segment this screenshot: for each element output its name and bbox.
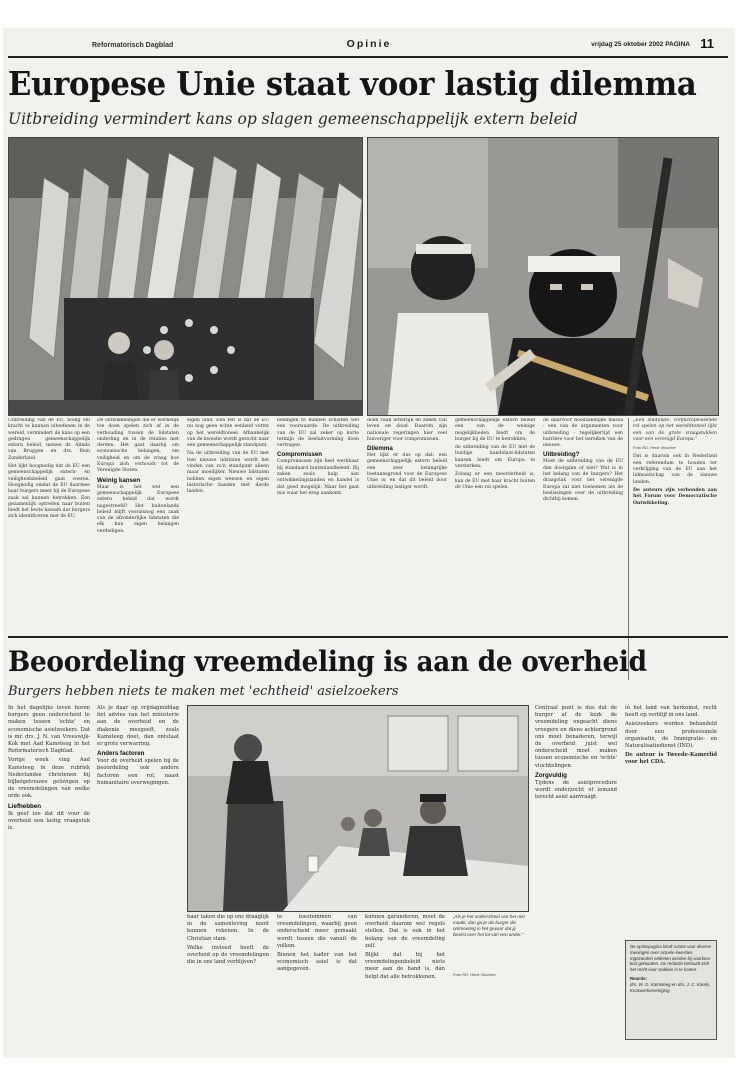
paragraph: Blijkt dat bij het vreemdelingenbeleid niets meer aan de hand is, dan helpt dat alle betrokkenen. bbox=[365, 952, 445, 980]
paragraph: Moet de uitbreiding van de EU dan doorgaan of niet? Wat is in het belang van de burgers? Het draagvlak voor het verenigde Europa zal niet toenemen als de beslissingen over de uitbreiding dichtbij komen. bbox=[543, 459, 623, 503]
article2-col7 bbox=[625, 705, 717, 935]
article2-col3 bbox=[187, 914, 269, 1044]
article1-col2 bbox=[97, 418, 179, 683]
paragraph: Binnen het kader van het economisch asiel is dat aangegeven. bbox=[277, 952, 357, 973]
intertitle: Anders factoren bbox=[97, 750, 145, 758]
paragraph: Uitbreiding van de EU, nodig om kracht te kunnen uitoefenen in de wereld, vermindert de kans op een gedragen gemeenschappelijk extern beleid, menen dr. Alinda van Bruggen en drs. Bein Zonderland. bbox=[8, 418, 90, 461]
infobox-title: Reactie: bbox=[630, 975, 648, 981]
issue-date: vrijdag 25 oktober 2002 PAGINA bbox=[591, 41, 690, 48]
article1-col7 bbox=[543, 418, 623, 683]
photo-credit: Foto RD, Henk Visscher bbox=[453, 972, 496, 977]
paragraph: Het lijkt er dus op dat: een gemeenschappelijk extern beleid een zeer belangrijke bestaansgrond voor de Europese Unie is; en dat dit beleid door uitbreiding lastiger wordt. bbox=[367, 453, 447, 490]
intertitle: Dilemma bbox=[367, 445, 393, 453]
article1-col3 bbox=[187, 418, 269, 683]
refugees-photo bbox=[187, 705, 529, 912]
paragraph: belangen te kunnen schieten wel een voorwaarde. De uitbreiding van de EU zal zeker op korte termijn de besluitvorming doen vertragen. bbox=[277, 418, 359, 449]
header-rule bbox=[8, 56, 728, 58]
newspaper-name: Reformatorisch Dagblad bbox=[92, 42, 174, 49]
paragraph: haar taken die op ons draaglijk in de samenleving nooit kunnen rekenen. In de Christian stam. bbox=[187, 914, 269, 942]
article2-col4 bbox=[277, 914, 357, 1044]
infobox-signature: drs. W. G. Kamsteeg en drs. J. C. Karels, Kruiswerkvereniging bbox=[630, 981, 711, 993]
paragraph: de uitbreiding van de EU met de huidige kandidaat-lidstaten kansen biedt om Europa te versterken; bbox=[455, 445, 535, 470]
reaction-infobox bbox=[625, 940, 717, 1040]
paragraph: kunnen garanderen, moet de overheid daarom wel regels stellen. Dat is ook in het belang van de vreemdeling zelf. bbox=[365, 914, 445, 949]
paragraph: Ik geef toe dat dit voor de overheid een lastig vraagstuk is. bbox=[8, 810, 90, 832]
author-note: De auteurs zijn verbonden aan het Forum voor Democratische Ontwikkeling. bbox=[633, 487, 717, 506]
article-separator bbox=[8, 636, 728, 638]
intertitle: Uitbreiding? bbox=[543, 451, 580, 459]
intertitle: Weinig kansen bbox=[97, 476, 141, 484]
paragraph: In het dagelijks leven horen burgers geen onderscheid te maken tussen 'echte' en economische asielzoekers. Dat is mr. drs. J. N. van Vreeswijk-Kok met Aad Kamsteeg in het Reformatorisch Dagblad. bbox=[8, 705, 90, 755]
intertitle: Liefhebben bbox=[8, 802, 42, 810]
intertitle: Compromissen bbox=[277, 451, 323, 459]
article1-col5 bbox=[367, 418, 447, 683]
photo-credit: Foto RD, Henk Visscher bbox=[633, 445, 676, 451]
paragraph: Compromissen zijn heel werkbaar bij standaard buitenlandbeleid. Bij zaken zoals hulp aan ontwikkelingslanden en handel is dat goed mogelijk. Maar het gaat mis waar het erop aankomt. bbox=[277, 459, 359, 496]
paragraph: Welke invloed heeft de overheid op de vreemdelingen die in ons land verblijven? bbox=[187, 944, 269, 966]
paragraph: Zolang er een meerderheid is, kan de EU met haar kracht buiten de Unie een rol spelen. bbox=[455, 472, 535, 490]
intertitle: Zorgvuldig bbox=[535, 771, 567, 779]
paragraph: Als je daar op vrijdagmiddag het advies van het ministerie aan de overheid en de diakonie meegeeft, zoals Kamsteeg doet, dan ontstaat er grote verwarring. bbox=[97, 705, 179, 748]
article2-col2 bbox=[97, 705, 179, 1045]
masked-militants-photo bbox=[367, 137, 719, 416]
paragraph: De ontwikkelingen die er werkelijk toe doen spelen zich af in de verhouding tussen de lidstaten onderling en in de relaties met derden. Het gaat daarbij om economische belangen, om veiligheid en om de vraag hoe Europa zich verhoudt tot de Verenigde Staten. bbox=[97, 418, 179, 474]
photo-quote: „Als je het onderscheid van het niet maakt, dan ga je als burger die ontmoeting in het gevaar dat jij beslist over het lot van een ander.” bbox=[453, 914, 525, 937]
paragraph: gemeenschappelijk extern beleid een van de weinige mogelijkheden biedt om de burger bij de EU te betrekken; bbox=[455, 418, 535, 442]
paragraph: Het lijkt hoognodig dat de EU een gemeenschappelijk extern- en veiligheidsbeleid gaat voeren. Hoognodig omdat de EU daarmee haar burgers meer bij de Europese zaak zal kunnen betrekken. Een gezamenlijk optreden naar buiten biedt het beste kansen dat burgers zich identificeren met de EU. bbox=[8, 464, 90, 520]
paragraph: te toestemmen van vreemdelingen, waarbij geen onderscheid meer gemaakt wordt tussen die vanuit de volken. bbox=[277, 914, 357, 949]
paragraph: in het land van herkomst, recht heeft op verblijf in ons land. bbox=[625, 705, 717, 719]
article1-headline: Europese Unie staat voor lastig dilemma bbox=[8, 64, 697, 103]
paragraph: Maar is het wel een gemeenschappelijk Europees extern beleid dat wordt nagestreefd? Het buitenlands beleid blijft vooralsnog een zaak van de afzonderlijke lidstaten die elk hun eigen belangen verdedigen. bbox=[97, 484, 179, 534]
paragraph: Voor de overheid spelen bij de beoordeling ook andere factoren een rol, naast humanitaire overwegingen. bbox=[97, 758, 179, 786]
paragraph: Vorige week ving Aad Kamsteeg in deze rubriek Nederlandse christenen bij bijbelgetrouwe gelovigen op de vreemdelingen van welke orde ook. bbox=[8, 757, 90, 800]
article2-col5 bbox=[365, 914, 445, 1044]
paragraph: Na de uitbreiding van de EU met tien nieuwe lidstaten wordt het vinden van zo'n standpunt alleen maar moeilijker. Nieuwe lidstaten hebben eigen wensen en eigen historische banden met derde landen. bbox=[187, 451, 269, 495]
article2-headline: Beoordeling vreemdeling is aan de overheid bbox=[8, 645, 647, 678]
eu-flags-photo bbox=[8, 137, 363, 416]
column-divider bbox=[628, 418, 629, 680]
pull-quote: „Een sluitende, conflictoplossende rol spelen op het wereldtoneel lijkt een van de grote vraagstukken voor een verenigd Europa.” bbox=[633, 418, 717, 442]
section-title: Opinie bbox=[346, 38, 392, 50]
article1-col1 bbox=[8, 418, 90, 683]
paragraph: Asielzoekers worden behandeld door een professionele organisatie, de Immigratie- en Naturalisatiedienst (IND). bbox=[625, 721, 717, 750]
page-number: 11 bbox=[700, 36, 714, 51]
paragraph: eigen land. Een feit is dat de EU nu nog geen echte eenheid vormt op het wereldtoneel. Afhankelijk van de kwestie wordt gezocht naar een gemeenschappelijk standpunt. bbox=[187, 418, 269, 449]
article2-subhead: Burgers hebben niets te maken met 'echtheid' asielzoekers bbox=[8, 684, 399, 699]
paragraph: Dat is daarom ook in Nederland een referendum te houden ter verkrijging van de EU aan het lidmaatschap van de nieuwe landen. bbox=[633, 454, 717, 485]
paragraph: Centraal punt is dus dat de burger af de kerk de vreemdeling ongeacht diens vroegere en diens achtergrond ons moet benaderen, terwijl de overheid juist wel onderscheid moet maken tussen economische en 'echte' vluchtelingen. bbox=[535, 705, 617, 769]
paragraph: de daarvoor noodzakelijke massa - een van de argumenten voor uitbreiding - tegelijkertijd een barrière voor het bereiken van de nieuwe. bbox=[543, 418, 623, 449]
paragraph: Tijdens de asielprocedure wordt onderzocht of iemand terecht asiel aanvraagt. bbox=[535, 779, 617, 801]
article2-col1 bbox=[8, 705, 90, 1045]
article1-col8 bbox=[633, 418, 717, 683]
article1-subhead: Uitbreiding vermindert kans op slagen gemeenschappelijk extern beleid bbox=[8, 110, 578, 128]
paragraph: doen vaak letterlijk en zaken van leven en dood. Daarom zijn nationale regeringen hier veel huiveriger voor compromissen. bbox=[367, 418, 447, 442]
article1-col6 bbox=[455, 418, 535, 683]
author-note: De auteur is Tweede-Kamerlid voor het CDA. bbox=[625, 752, 717, 766]
infobox-text: De opiniepagina biedt ruimte voor diverse meningen over actuele kwesties. Ingezonden artikelen worden bij voorkeur kort gehouden. De redactie behoudt zich het recht voor stukken in te korten. bbox=[630, 944, 712, 973]
article2-col6 bbox=[535, 705, 617, 1045]
article1-col4 bbox=[277, 418, 359, 683]
